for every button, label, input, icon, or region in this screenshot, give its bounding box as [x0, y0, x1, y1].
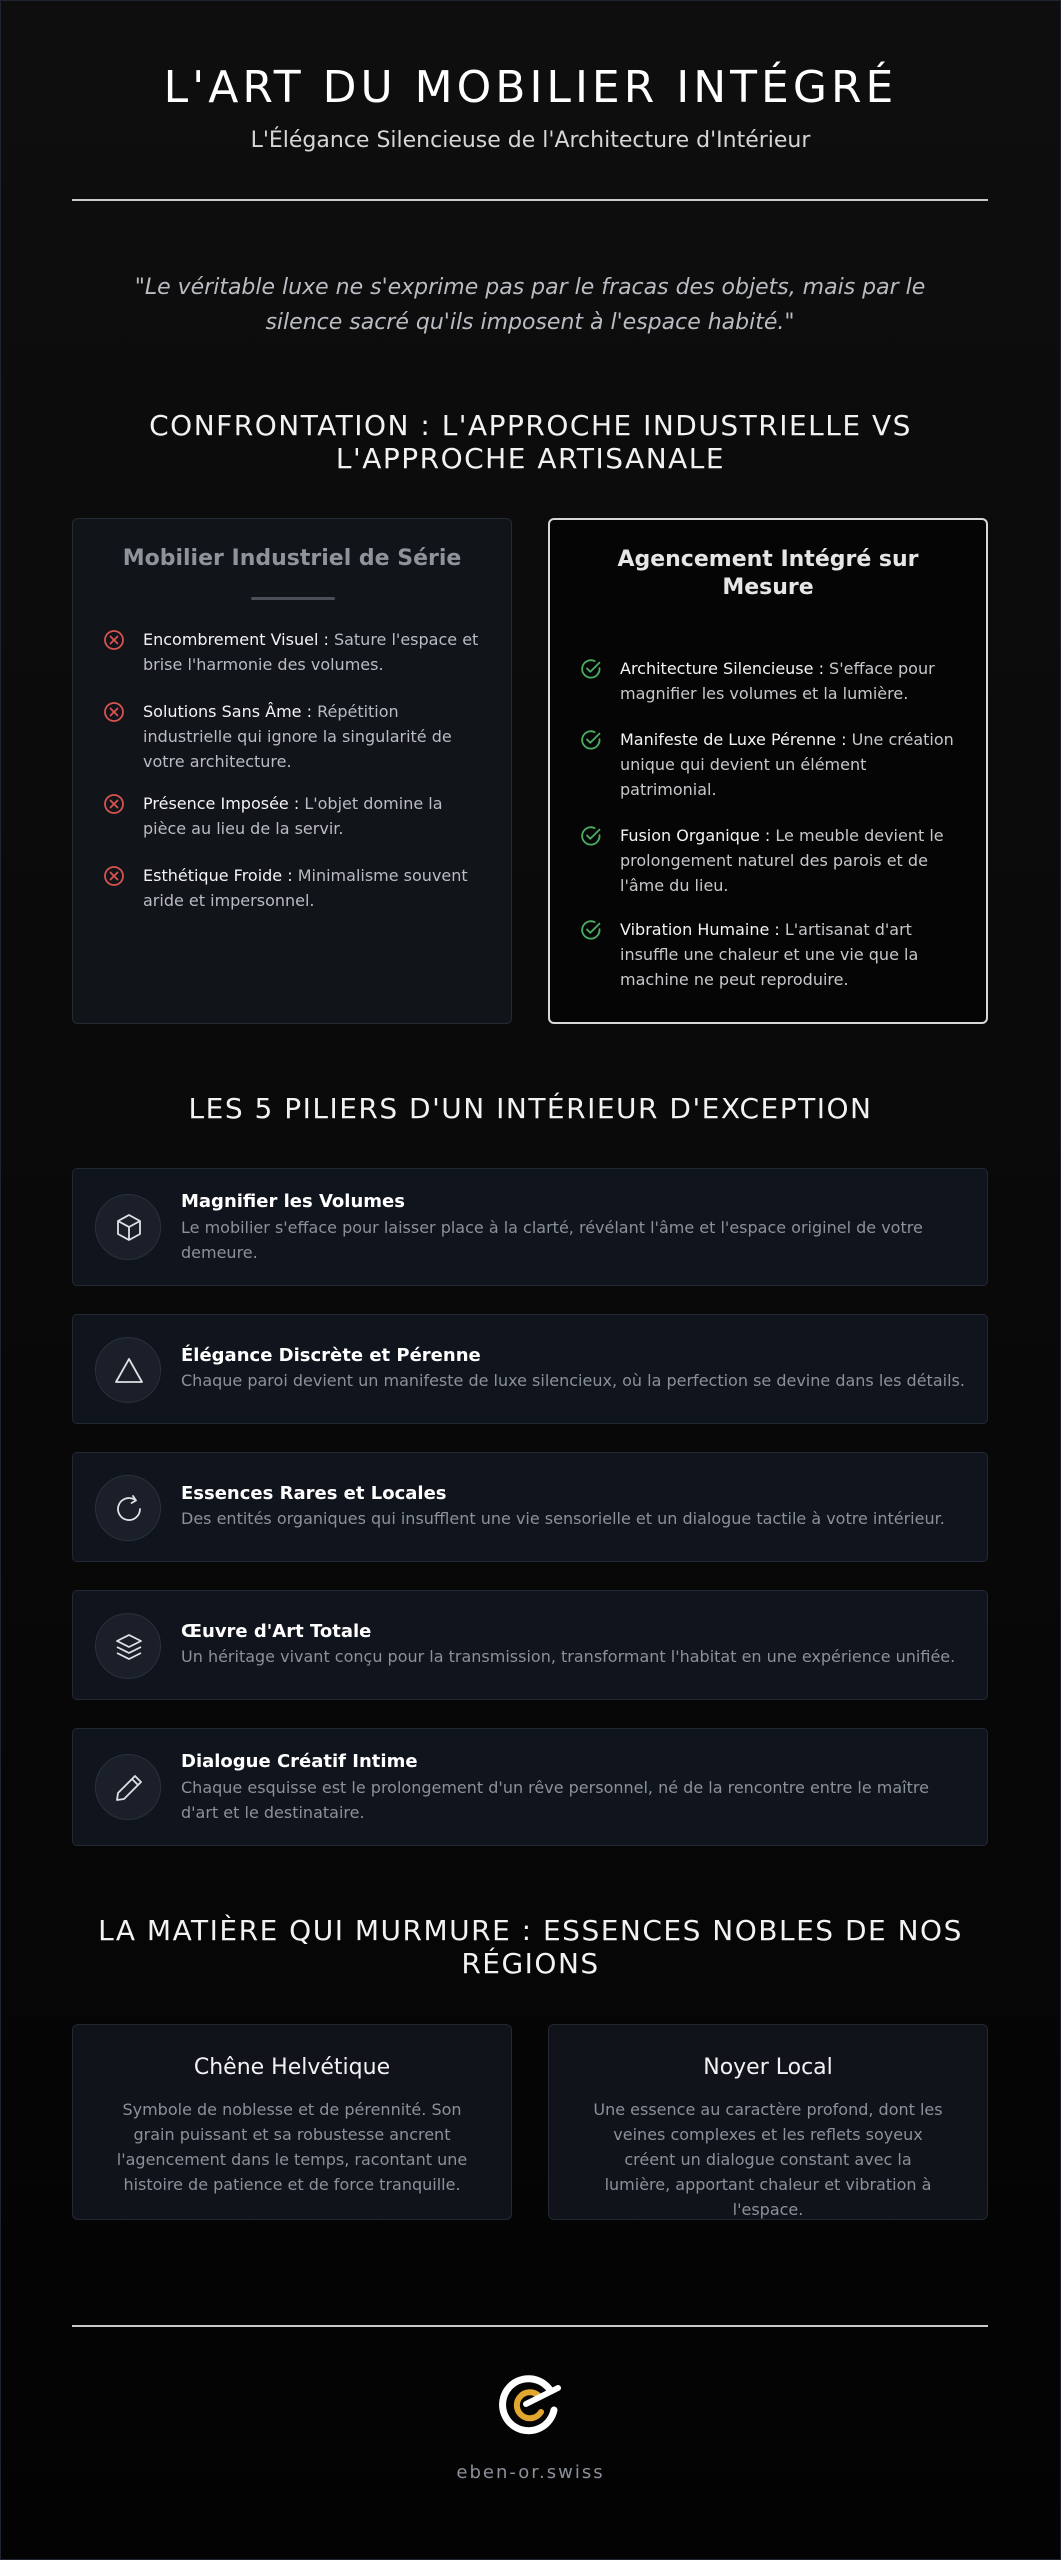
- pillar-icon-circle: [95, 1475, 161, 1541]
- pillar-card: [72, 1728, 988, 1846]
- check-circle-icon: [580, 729, 602, 751]
- pillar-title: Dialogue Créatif Intime: [181, 1751, 418, 1772]
- x-circle-icon: [103, 701, 125, 723]
- artisanal-item-text: S'efface pour magnifier les volumes et la lumière.: [620, 659, 935, 703]
- pillar-icon-circle: [95, 1613, 161, 1679]
- industrial-item-text: L'objet domine la pièce au lieu de la servir.: [143, 794, 443, 838]
- artisanal-item-text: Le meuble devient le prolongement naturel des parois et de l'âme du lieu.: [620, 826, 944, 895]
- industrial-item-text: Sature l'espace et brise l'harmonie des volumes.: [143, 630, 479, 674]
- pillar-description: Chaque paroi devient un manifeste de luxe silencieux, où la perfection se devine dans les détails.: [181, 1371, 965, 1390]
- pillar-title: Élégance Discrète et Pérenne: [181, 1345, 481, 1366]
- x-circle-icon: [103, 629, 125, 651]
- cube-icon: [113, 1212, 145, 1244]
- pillar-description: Des entités organiques qui insufflent une vie sensorielle et un dialogue tactile à votre intérieur.: [181, 1509, 945, 1528]
- industrial-item-text: Répétition industrielle qui ignore la singularité de votre architecture.: [143, 702, 452, 771]
- pencil-icon: [113, 1772, 145, 1804]
- pillar-card: [72, 1590, 988, 1700]
- pillar-icon-circle: [95, 1194, 161, 1260]
- essence-description: Une essence au caractère profond, dont les veines complexes et les reflets soyeux créent un dialogue constant avec la lumière, apportant chaleur et vibration à l'espace.: [593, 2100, 943, 2219]
- page-title: L'ART DU MOBILIER INTÉGRÉ: [163, 62, 898, 113]
- artisanal-item-label: Manifeste de Luxe Pérenne :: [620, 730, 847, 749]
- pillar-icon-circle: [95, 1337, 161, 1403]
- industrial-item-text: Minimalisme souvent aride et impersonnel.: [143, 866, 468, 910]
- check-circle-icon: [580, 658, 602, 680]
- layers-icon: [113, 1631, 145, 1663]
- industrial-item-label: Solutions Sans Âme :: [143, 702, 312, 721]
- essence-description: Symbole de noblesse et de pérennité. Son grain puissant et sa robustesse ancrent l'agencement dans le temps, racontant une histoire de patience et de force tranquille.: [116, 2100, 468, 2194]
- refresh-icon: [113, 1493, 145, 1525]
- artisanal-item-label: Fusion Organique :: [620, 826, 771, 845]
- pillar-description: Le mobilier s'efface pour laisser place à la clarté, révélant l'âme et l'espace originel de votre demeure.: [181, 1218, 923, 1262]
- pillar-card: [72, 1452, 988, 1562]
- artisanal-card: [548, 518, 988, 1024]
- pillar-title: Essences Rares et Locales: [181, 1483, 447, 1504]
- pillar-description: Chaque esquisse est le prolongement d'un rêve personnel, né de la rencontre entre le maître d'art et le destinataire.: [181, 1778, 929, 1822]
- footer-domain: eben-or.swiss: [456, 2462, 605, 2483]
- x-circle-icon: [103, 793, 125, 815]
- industrial-card: [72, 518, 512, 1024]
- header-divider: [72, 199, 988, 201]
- pillar-description: Un héritage vivant conçu pour la transmission, transformant l'habitat en une expérience unifiée.: [181, 1647, 956, 1666]
- artisanal-item-label: Vibration Humaine :: [620, 920, 780, 939]
- pillars-title: LES 5 PILIERS D'UN INTÉRIEUR D'EXCEPTION: [188, 1092, 873, 1125]
- confrontation-title: CONFRONTATION : L'APPROCHE INDUSTRIELLE VS L'APPROCHE ARTISANALE: [149, 409, 912, 475]
- artisanal-card-title: Agencement Intégré sur Mesure: [617, 547, 919, 600]
- essence-card: [548, 2024, 988, 2220]
- page-subtitle: L'Élégance Silencieuse de l'Architecture d'Intérieur: [250, 128, 811, 153]
- intro-quote: "Le véritable luxe ne s'exprime pas par le fracas des objets, mais par le silence sacré qu'ils imposent à l'espace habité.": [134, 275, 926, 335]
- artisanal-item-label: Architecture Silencieuse :: [620, 659, 824, 678]
- check-circle-icon: [580, 825, 602, 847]
- industrial-item-label: Esthétique Froide :: [143, 866, 293, 885]
- industrial-item-label: Présence Imposée :: [143, 794, 300, 813]
- pillar-icon-circle: [95, 1754, 161, 1820]
- footer-divider: [72, 2325, 988, 2327]
- industrial-title-underline: [251, 597, 335, 600]
- pillar-title: Œuvre d'Art Totale: [181, 1621, 372, 1642]
- essences-title: LA MATIÈRE QUI MURMURE : ESSENCES NOBLES DE NOS RÉGIONS: [98, 1914, 963, 1980]
- industrial-item-label: Encombrement Visuel :: [143, 630, 329, 649]
- essence-title: Chêne Helvétique: [193, 2055, 391, 2080]
- pillar-card: [72, 1168, 988, 1286]
- industrial-card-title: Mobilier Industriel de Série: [122, 546, 462, 571]
- x-circle-icon: [103, 865, 125, 887]
- essence-card: [72, 2024, 512, 2220]
- pillar-title: Magnifier les Volumes: [181, 1191, 405, 1212]
- artisanal-item-text: L'artisanat d'art insuffle une chaleur et une vie que la machine ne peut reproduire.: [620, 920, 919, 989]
- artisanal-item-text: Une création unique qui devient un élément patrimonial.: [620, 730, 954, 799]
- triangle-icon: [113, 1355, 145, 1387]
- check-circle-icon: [580, 919, 602, 941]
- pillar-card: [72, 1314, 988, 1424]
- essence-title: Noyer Local: [703, 2055, 833, 2080]
- brand-logo-icon: [496, 2370, 564, 2438]
